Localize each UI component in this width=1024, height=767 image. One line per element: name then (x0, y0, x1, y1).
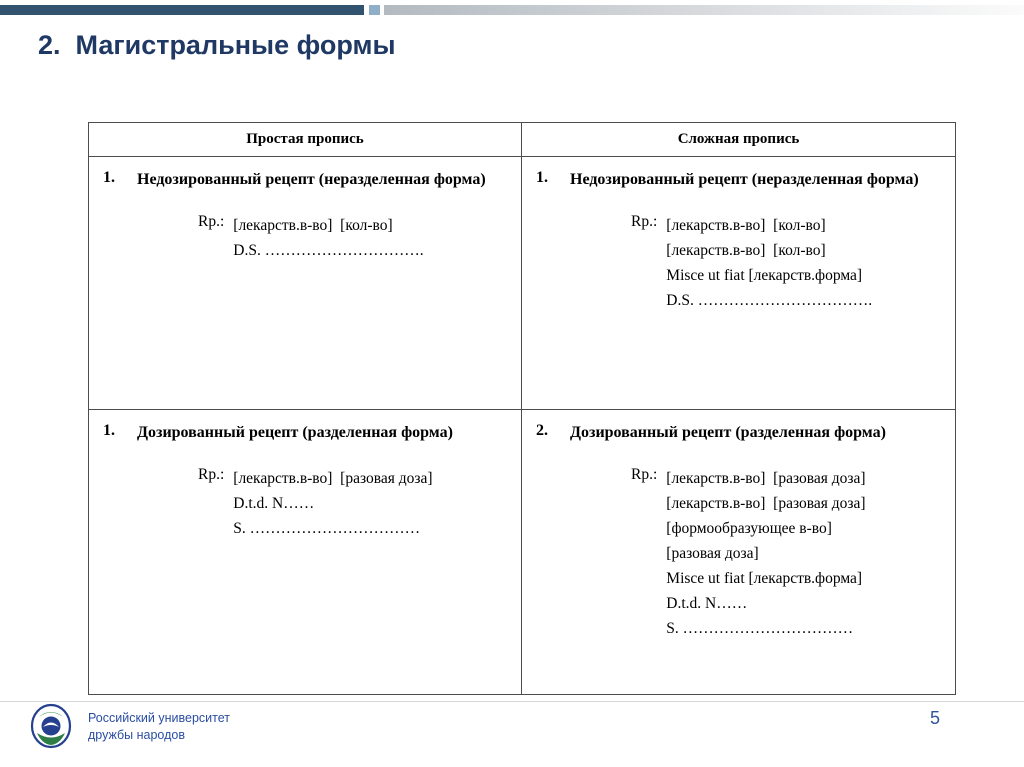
prescription-block (631, 213, 947, 313)
item-heading (103, 169, 513, 191)
rp-label: Rp.: (631, 465, 658, 483)
footer-divider (0, 701, 1024, 702)
rx-line: Misce ut fiat [лекарств.форма] (666, 570, 863, 588)
university-name (88, 710, 230, 744)
rx-lines (666, 466, 865, 642)
rx-line: [лекарств.в-во] [кол-во] (233, 216, 393, 234)
cell-complex-divided (522, 410, 956, 695)
column-header-simple: Простая пропись (89, 123, 522, 157)
item-number: 2. (536, 422, 548, 439)
item-heading (103, 422, 513, 444)
cell-complex-undivided (522, 157, 956, 410)
rx-line: [лекарств.в-во] [кол-во] (666, 216, 826, 234)
item-heading (536, 169, 947, 191)
university-name-line1: Российский университет (88, 711, 230, 725)
rx-line: [формообразующее в-во] (666, 519, 832, 537)
rx-line: S. …………………………… (233, 519, 421, 537)
table-row (89, 410, 956, 695)
rx-line: [лекарств.в-во] [разовая доза] (666, 469, 866, 487)
rudn-logo-icon (30, 703, 72, 749)
top-bar-gradient (384, 5, 1024, 15)
rx-line: D.t.d. N…… (666, 595, 748, 613)
item-title: Дозированный рецепт (разделенная форма) (570, 424, 886, 441)
rx-line: S. …………………………… (666, 620, 854, 638)
university-name-line2: дружбы народов (88, 727, 185, 742)
rx-line: D.t.d. N…… (233, 494, 315, 512)
rp-label: Rp.: (198, 465, 225, 483)
rx-line: Misce ut fiat [лекарств.форма] (666, 266, 863, 284)
item-number: 1. (103, 422, 115, 439)
prescription-block (631, 466, 947, 642)
rx-line: D.S. …………………………. (233, 241, 424, 259)
rx-line: [лекарств.в-во] [разовая доза] (233, 469, 433, 487)
item-title: Недозированный рецепт (неразделенная форма) (137, 171, 486, 188)
rx-lines (666, 213, 872, 313)
rp-label: Rp.: (198, 212, 225, 230)
rx-lines (233, 466, 432, 541)
rx-line: D.S. ……………………………. (666, 291, 873, 309)
rx-line: [разовая доза] (666, 544, 759, 562)
column-header-complex: Сложная пропись (522, 123, 956, 157)
item-title: Недозированный рецепт (неразделенная форма) (570, 171, 919, 188)
top-bar-dark (0, 5, 364, 15)
item-number: 1. (103, 169, 115, 186)
rx-line: [лекарств.в-во] [кол-во] (666, 241, 826, 259)
cell-simple-undivided (89, 157, 522, 410)
table-header-row (89, 123, 956, 157)
item-number: 1. (536, 169, 548, 186)
prescription-block (198, 213, 513, 263)
item-title: Дозированный рецепт (разделенная форма) (137, 424, 453, 441)
cell-simple-divided (89, 410, 522, 695)
rx-line: [лекарств.в-во] [разовая доза] (666, 494, 866, 512)
prescription-block (198, 466, 513, 541)
rx-lines (233, 213, 423, 263)
table-row (89, 157, 956, 410)
page-title: 2. Магистральные формы (38, 30, 396, 60)
rp-label: Rp.: (631, 212, 658, 230)
page-number: 5 (930, 708, 941, 728)
top-bar-accent-square (369, 5, 380, 15)
prescription-table (88, 122, 956, 695)
item-heading (536, 422, 947, 444)
